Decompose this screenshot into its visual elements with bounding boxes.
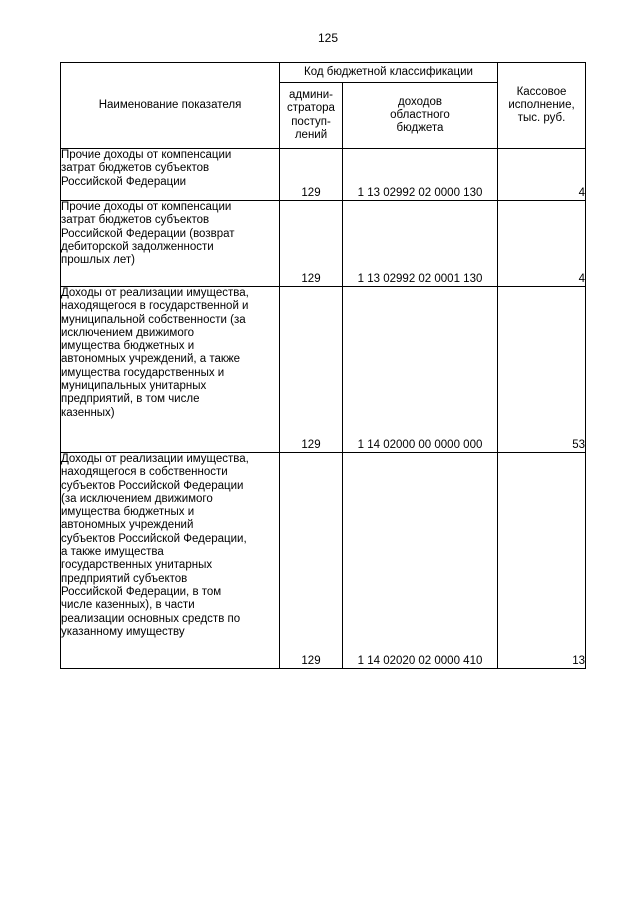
row-indicator-name: Доходы от реализации имущества, находящегося в государственной и муниципальной собственности (за исключением движимого имущества бюджетных и автономных учреждений, а также имущества государственных и муниципальных унитарных предприятий, в том числе казенных) bbox=[61, 287, 280, 453]
page-number: 125 bbox=[317, 31, 339, 45]
header-indicator-name bbox=[61, 63, 280, 149]
header-revenue-administrator-label: админи- стратора поступ- лений bbox=[287, 89, 335, 141]
table-row bbox=[61, 287, 586, 453]
row-execution-amount: 13 bbox=[498, 453, 586, 669]
row-income-code: 1 13 02992 02 0001 130 bbox=[343, 201, 498, 287]
header-regional-budget-revenue-label: доходов областного бюджета bbox=[390, 95, 450, 135]
header-regional-budget-revenue bbox=[343, 83, 498, 149]
budget-revenue-table bbox=[60, 62, 586, 669]
table-row bbox=[61, 149, 586, 201]
header-cash-execution-label: Кассовое исполнение, тыс. руб. bbox=[508, 85, 575, 125]
row-income-code: 1 13 02992 02 0000 130 bbox=[343, 149, 498, 201]
row-execution-amount: 53 bbox=[498, 287, 586, 453]
header-cash-execution bbox=[498, 63, 586, 149]
row-execution-amount: 4 bbox=[498, 149, 586, 201]
header-indicator-name-label: Наименование показателя bbox=[98, 98, 242, 111]
header-revenue-administrator bbox=[280, 83, 343, 149]
table-row bbox=[61, 201, 586, 287]
row-admin-code: 129 bbox=[280, 287, 343, 453]
header-budget-classification-code bbox=[280, 63, 498, 83]
row-income-code: 1 14 02000 00 0000 000 bbox=[343, 287, 498, 453]
row-admin-code: 129 bbox=[280, 453, 343, 669]
header-budget-classification-code-label: Код бюджетной классификации bbox=[304, 65, 473, 78]
row-admin-code: 129 bbox=[280, 149, 343, 201]
row-indicator-name: Прочие доходы от компенсации затрат бюджетов субъектов Российской Федерации bbox=[61, 149, 280, 201]
table-row bbox=[61, 453, 586, 669]
row-execution-amount: 4 bbox=[498, 201, 586, 287]
row-indicator-name: Доходы от реализации имущества, находящегося в собственности субъектов Российской Федерации (за исключением движимого имущества бюджетных и автономных учреждений субъектов Российской Федерации, а также имущества государственных унитарных предприятий субъектов Российской Федерации, в том числе казенных), в части реализации основных средств по указанному имуществу bbox=[61, 453, 280, 669]
row-income-code: 1 14 02020 02 0000 410 bbox=[343, 453, 498, 669]
row-admin-code: 129 bbox=[280, 201, 343, 287]
row-indicator-name: Прочие доходы от компенсации затрат бюджетов субъектов Российской Федерации (возврат дебиторской задолженности прошлых лет) bbox=[61, 201, 280, 287]
